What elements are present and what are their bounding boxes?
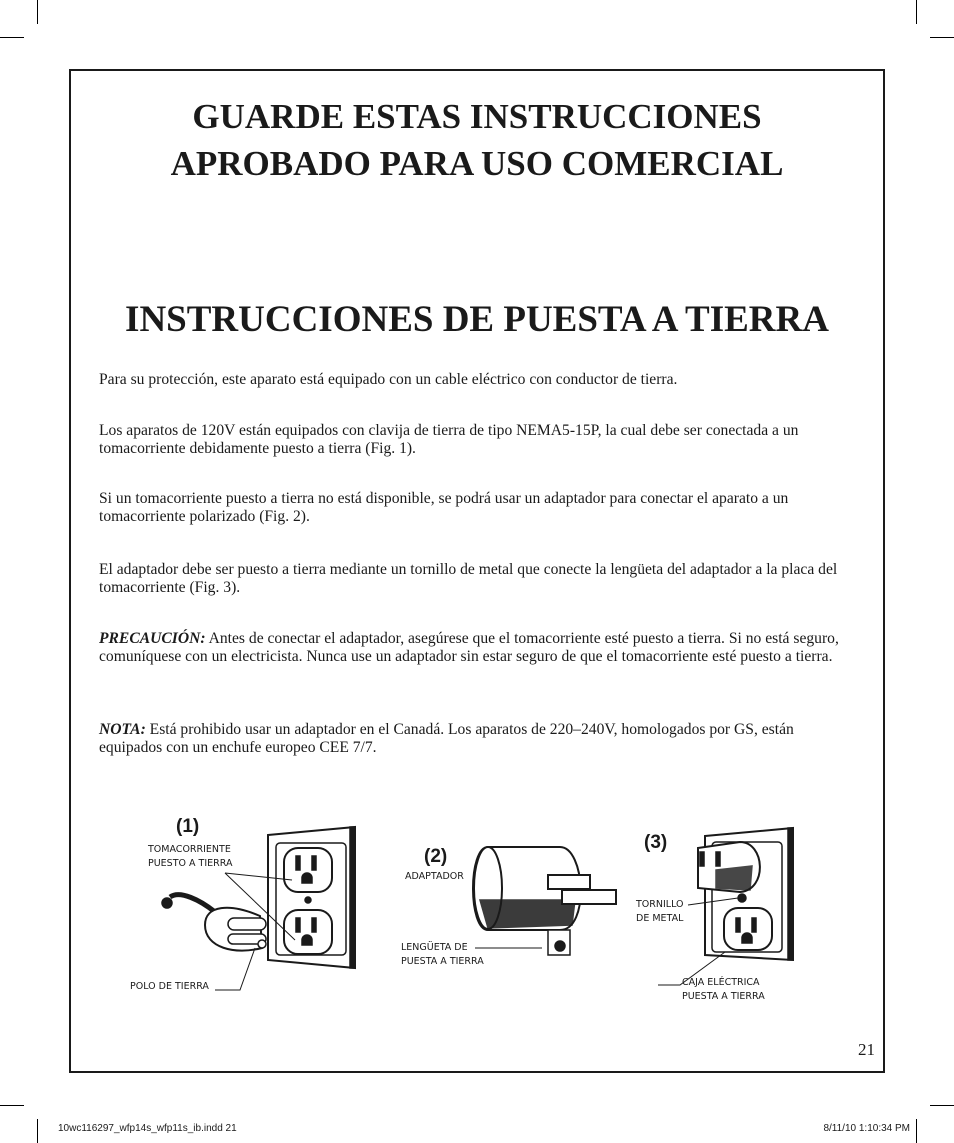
- label-metal-screw: TORNILLO DE METAL: [636, 899, 684, 924]
- label-grounding-tab: LENGÜETA DE PUESTA A TIERRA: [401, 942, 484, 967]
- label-grounded-box: CAJA ELÉCTRICA PUESTA A TIERRA: [682, 977, 765, 1002]
- figure-3-number: (3): [644, 832, 668, 853]
- section-title-grounding: INSTRUCCIONES DE PUESTA A TIERRA: [125, 299, 829, 340]
- note-text: Está prohibido usar un adaptador en el Canadá. Los aparatos de 220–240V, homologados por GS, están equipados con un enchufe europeo CEE 7/7.: [99, 721, 794, 756]
- figure-1-number: (1): [176, 816, 200, 837]
- label-adapter: ADAPTADOR: [405, 871, 464, 882]
- caution-label: PRECAUCIÓN:: [99, 630, 206, 647]
- label-grounded-outlet: TOMACORRIENTE PUESTO A TIERRA: [148, 844, 233, 869]
- caution-text: Antes de conectar el adaptador, asegúrese que el tomacorriente esté puesto a tierra. Si no está seguro, comuníquese con un electricista. Nunca use un adaptador sin estar seguro de que el tomacorriente esté puesto a tierra.: [99, 630, 839, 665]
- paragraph-screw: El adaptador debe ser puesto a tierra mediante un tornillo de metal que conecte la lengüeta del adaptador a la placa del tomacorriente (Fig. 3).: [99, 561, 838, 596]
- paragraph-protection: Para su protección, este aparato está equipado con un cable eléctrico con conductor de tierra.: [99, 371, 678, 388]
- title-save-instructions: GUARDE ESTAS INSTRUCCIONES: [192, 97, 762, 136]
- note-label: NOTA:: [99, 721, 146, 738]
- slug-filename: 10wc116297_wfp14s_wfp11s_ib.indd 21: [58, 1123, 237, 1134]
- figure-2-number: (2): [424, 846, 448, 867]
- paragraph-120v: Los aparatos de 120V están equipados con clavija de tierra de tipo NEMA5-15P, la cual debe ser conectada a un tomacorriente debidamente puesto a tierra (Fig. 1).: [99, 422, 799, 457]
- label-ground-pin: POLO DE TIERRA: [130, 981, 209, 992]
- page-number: 21: [858, 1040, 875, 1059]
- fig2-adapter-illustration: [473, 847, 616, 955]
- slug-timestamp: 8/11/10 1:10:34 PM: [823, 1123, 910, 1134]
- title-commercial-use: APROBADO PARA USO COMERCIAL: [170, 144, 784, 183]
- paragraph-adapter: Si un tomacorriente puesto a tierra no está disponible, se podrá usar un adaptador para conectar el aparato a un tomacorriente polarizado (Fig. 2).: [99, 490, 789, 525]
